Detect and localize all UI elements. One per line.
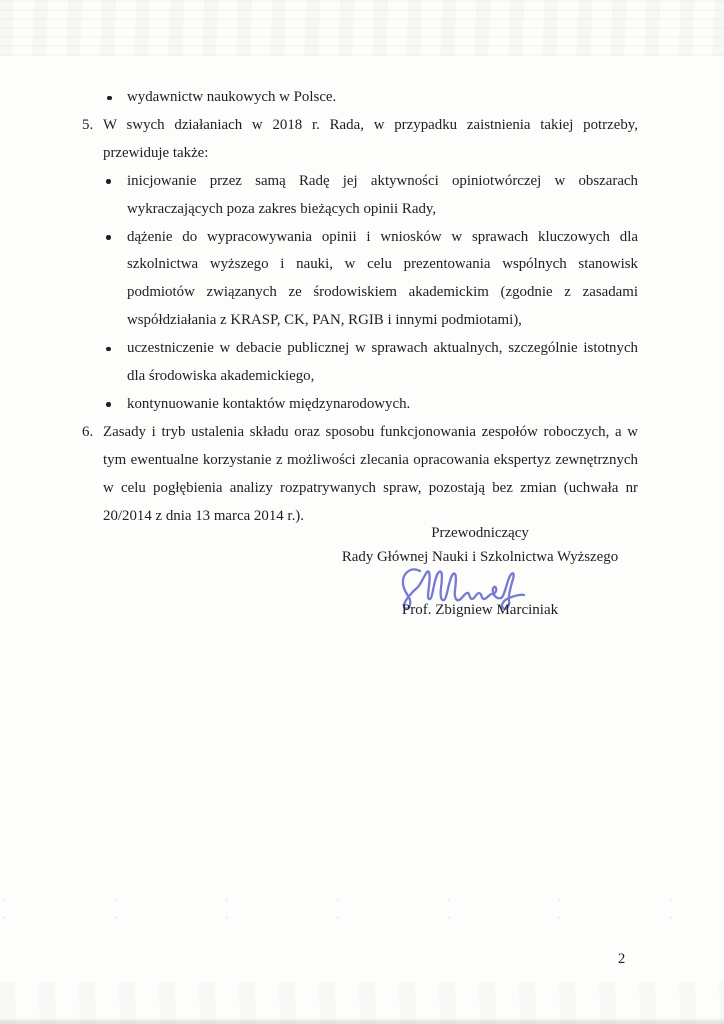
scan-noise-bottom <box>0 982 724 1024</box>
item-number: 5. <box>82 116 94 133</box>
scan-speck-artifacts <box>0 886 724 920</box>
bullet-item-continued <box>82 84 638 112</box>
bullet-icon <box>106 347 111 352</box>
item-number: 6. <box>82 423 94 440</box>
bullet-text: uczestniczenie w debacie publicznej w sprawach aktualnych, szczególnie istotnych dla środowiska akademickiego, <box>127 340 638 385</box>
bullet-icon <box>106 179 111 184</box>
bullet-text: kontynuowanie kontaktów międzynarodowych. <box>127 395 411 412</box>
signatory-name: Prof. Zbigniew Marciniak <box>401 602 559 618</box>
signatory-organization: Rady Głównej Nauki i Szkolnictwa Wyższego <box>341 548 619 565</box>
bullet-text: dążenie do wypracowywania opinii i wniosków w sprawach kluczowych dla szkolnictwa wyższego i nauki, w celu prezentowania wspólnych stanowisk podmiotów związanych ze środowiskiem akademickim (zgodnie z zasadami współdziałania z KRASP, CK, PAN, RGIB i innymi podmiotami), <box>127 228 638 329</box>
bullet-item <box>103 335 638 391</box>
bullet-item <box>103 224 638 336</box>
bullet-item <box>103 391 638 419</box>
numbered-item-6 <box>82 419 638 531</box>
scan-noise-top <box>0 0 724 56</box>
bullet-text: inicjowanie przez samą Radę jej aktywności opiniotwórczej w obszarach wykraczających poza zakres bieżących opinii Rady, <box>127 172 638 217</box>
bullet-text: wydawnictw naukowych w Polsce. <box>127 89 337 105</box>
bullet-icon <box>106 235 111 240</box>
bullet-icon <box>107 96 112 101</box>
item-body <box>103 419 638 531</box>
signatory-title: Przewodniczący <box>431 525 529 541</box>
bullet-icon <box>106 402 111 407</box>
item-intro-text: Zasady i tryb ustalenia składu oraz sposobu funkcjonowania zespołów roboczych, a w tym ewentualne korzystanie z możliwości zlecania opracowania ekspertyz zewnętrznych w celu pogłębienia analizy rozpatrywanych spraw, pozostają bez zmian (uchwała nr 20/2014 z dnia 13 marca 2014 r.). <box>103 423 638 524</box>
item-body <box>103 112 638 419</box>
item-intro-text: W swych działaniach w 2018 r. Rada, w przypadku zaistnienia takiej potrzeby, przewiduje także: <box>103 116 638 161</box>
numbered-item-5 <box>82 112 638 419</box>
bullet-item <box>103 168 638 224</box>
signature-block <box>290 522 670 569</box>
page-number: 2 <box>618 951 626 967</box>
document-body <box>82 84 638 531</box>
